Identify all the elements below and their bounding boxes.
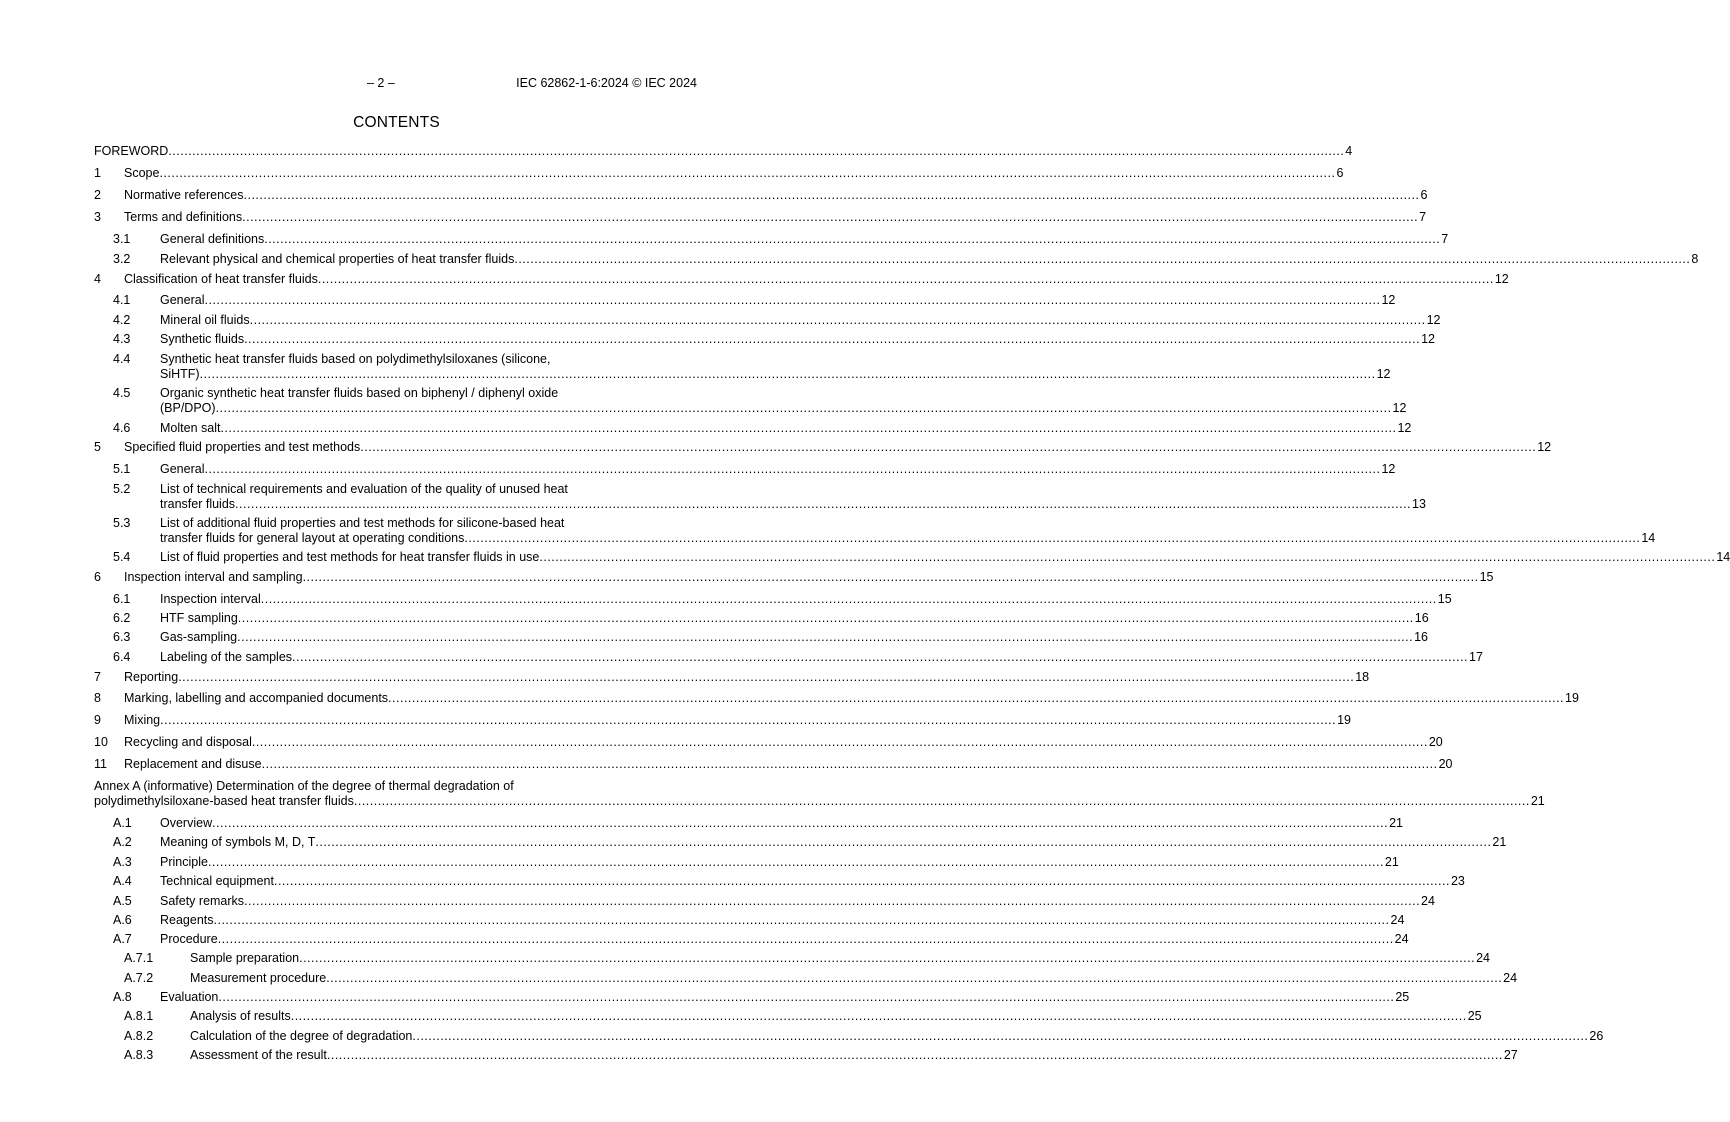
toc-entry-page: 24 [1390, 913, 1405, 927]
toc-entry-number: 10 [94, 735, 108, 749]
toc-entry-label: FOREWORD [94, 144, 169, 158]
dot-leader [252, 735, 1428, 750]
dot-leader [539, 550, 1715, 565]
toc-entry-label: Relevant physical and chemical properties of heat transfer fluids [160, 252, 515, 266]
toc-entry-label: Scope [124, 166, 160, 180]
toc-entry-page: 15 [1479, 570, 1494, 584]
dot-leader [242, 210, 1418, 225]
toc-entry-number: 6.1 [113, 592, 131, 606]
toc-entry-number: 3 [94, 210, 101, 224]
toc-entry-label: List of fluid properties and test methods for heat transfer fluids in use [160, 550, 540, 564]
toc-entry-number: 4.1 [113, 293, 131, 307]
dot-leader [244, 188, 1420, 203]
dot-leader [250, 313, 1426, 328]
toc-entry-number: A.8 [113, 990, 132, 1004]
document-reference: IEC 62862-1-6:2024 © IEC 2024 [516, 76, 697, 90]
dot-leader [514, 252, 1690, 267]
toc-entry-label: Replacement and disuse [124, 757, 262, 771]
toc-entry-label: Mixing [124, 713, 161, 727]
toc-entry-label: Synthetic fluids [160, 332, 245, 346]
toc-entry-page: 21 [1389, 816, 1403, 830]
toc-entry-label: Recycling and disposal [124, 735, 252, 749]
toc-entry-number: A.5 [113, 894, 132, 908]
toc-entry-page: 26 [1589, 1029, 1604, 1043]
toc-entry-number: 1 [94, 166, 101, 180]
toc-entry-number: 6.4 [113, 650, 131, 664]
toc-entry-number: 5.4 [113, 550, 131, 564]
toc-entry-page: 7 [1441, 232, 1449, 246]
toc-entry-page: 16 [1414, 630, 1429, 644]
toc-entry-page: 12 [1392, 401, 1407, 415]
dot-leader [303, 570, 1479, 585]
toc-entry-number: 5.2 [113, 482, 131, 496]
dot-leader [214, 913, 1390, 928]
toc-entry-page: 12 [1397, 421, 1412, 435]
toc-entry-label: Synthetic heat transfer fluids based on polydimethylsiloxanes (silicone, [160, 352, 551, 366]
toc-entry-page: 24 [1503, 971, 1518, 985]
toc-entry-number: 5 [94, 440, 101, 454]
toc-entry-page: 14 [1716, 550, 1730, 564]
toc-entry-page: 23 [1450, 874, 1465, 888]
toc-entry-label-continued: transfer fluids for general layout at operating conditions [160, 531, 465, 545]
toc-entry-number: A.7.1 [124, 951, 154, 965]
toc-entry-page: 8 [1691, 252, 1699, 266]
toc-entry-label: Marking, labelling and accompanied documents [124, 691, 389, 705]
dot-leader [291, 1009, 1467, 1024]
dot-leader [264, 232, 1440, 247]
toc-entry-label: Gas-sampling [160, 630, 238, 644]
dot-leader [327, 1048, 1503, 1063]
toc-entry-page: 25 [1467, 1009, 1482, 1023]
toc-entry-label: Reagents [160, 913, 214, 927]
toc-entry-label: Assessment of the result [190, 1048, 327, 1062]
toc-entry-page: 21 [1384, 855, 1399, 869]
dot-leader [274, 874, 1450, 889]
toc-entry-page: 16 [1414, 611, 1429, 625]
toc-entry-page: 17 [1469, 650, 1483, 664]
toc-entry-label: Labeling of the samples [160, 650, 293, 664]
toc-entry-label: Organic synthetic heat transfer fluids based on biphenyl / diphenyl oxide [160, 386, 559, 400]
toc-entry-number: 4.4 [113, 352, 131, 366]
toc-entry-number: 6 [94, 570, 101, 584]
toc-entry-label: Measurement procedure [190, 971, 327, 985]
toc-entry-page: 15 [1437, 592, 1452, 606]
dot-leader [200, 367, 1376, 382]
toc-entry-number: 5.3 [113, 516, 131, 530]
dot-leader [218, 932, 1394, 947]
toc-entry-number: 4.2 [113, 313, 131, 327]
toc-entry-page: 21 [1530, 794, 1545, 808]
dot-leader [354, 794, 1530, 809]
page-number: – 2 – [367, 76, 395, 90]
toc-entry-number: A.3 [113, 855, 132, 869]
dot-leader [216, 401, 1392, 416]
toc-entry-page: 12 [1537, 440, 1552, 454]
toc-entry-label: Principle [160, 855, 208, 869]
toc-entry-number: 7 [94, 670, 101, 684]
dot-leader [220, 421, 1396, 436]
toc-entry-label: Sample preparation [190, 951, 300, 965]
dot-leader [261, 592, 1437, 607]
toc-entry-label: Inspection interval and sampling [124, 570, 303, 584]
toc-entry-number: A.8.2 [124, 1029, 154, 1043]
toc-entry-page: 6 [1420, 188, 1428, 202]
toc-entry-number: 6.2 [113, 611, 131, 625]
dot-leader [318, 272, 1494, 287]
toc-entry-label: Meaning of symbols M, D, T [160, 835, 316, 849]
toc-entry-label: Mineral oil fluids [160, 313, 250, 327]
toc-entry-label: Specified fluid properties and test methods [124, 440, 361, 454]
toc-entry-label-continued: transfer fluids [160, 497, 236, 511]
toc-entry-label: Procedure [160, 932, 218, 946]
toc-entry-page: 4 [1345, 144, 1353, 158]
toc-entry-number: 4.6 [113, 421, 131, 435]
toc-entry-page: 7 [1419, 210, 1427, 224]
toc-entry-page: 24 [1476, 951, 1490, 965]
toc-entry-number: A.7 [113, 932, 132, 946]
toc-entry-number: 8 [94, 691, 101, 705]
toc-entry-page: 13 [1412, 497, 1426, 511]
dot-leader [464, 531, 1640, 546]
toc-entry-page: 12 [1376, 367, 1391, 381]
dot-leader [315, 835, 1491, 850]
toc-entry-label: Reporting [124, 670, 179, 684]
toc-entry-page: 20 [1428, 735, 1443, 749]
toc-entry-number: A.4 [113, 874, 132, 888]
toc-entry-label: General [160, 462, 205, 476]
toc-entry-label: List of technical requirements and evaluation of the quality of unused heat [160, 482, 568, 496]
toc-entry-number: 4.3 [113, 332, 131, 346]
toc-entry-number: A.7.2 [124, 971, 154, 985]
dot-leader [388, 691, 1564, 706]
toc-entry-label: Classification of heat transfer fluids [124, 272, 318, 286]
dot-leader [178, 670, 1354, 685]
toc-entry-label: Evaluation [160, 990, 219, 1004]
toc-entry-number: 4.5 [113, 386, 131, 400]
toc-entry-page: 12 [1426, 313, 1441, 327]
dot-leader [262, 757, 1438, 772]
toc-entry-number: 6.3 [113, 630, 131, 644]
toc-entry-page: 25 [1395, 990, 1410, 1004]
toc-entry-page: 21 [1492, 835, 1507, 849]
toc-entry-label: Normative references [124, 188, 244, 202]
toc-entry-number: 9 [94, 713, 101, 727]
dot-leader [299, 951, 1475, 966]
dot-leader [208, 855, 1384, 870]
toc-entry-number: 3.1 [113, 232, 131, 246]
toc-entry-label: List of additional fluid properties and test methods for silicone-based heat [160, 516, 565, 530]
toc-entry-label: Calculation of the degree of degradation [190, 1029, 413, 1043]
toc-entry-label-continued: (BP/DPO) [160, 401, 216, 415]
dot-leader [244, 332, 1420, 347]
dot-leader [160, 713, 1336, 728]
toc-entry-page: 6 [1336, 166, 1344, 180]
toc-entry-number: A.8.3 [124, 1048, 154, 1062]
toc-entry-label: General definitions [160, 232, 265, 246]
toc-entry-page: 14 [1641, 531, 1656, 545]
toc-entry-page: 12 [1421, 332, 1435, 346]
dot-leader [326, 971, 1502, 986]
dot-leader [237, 630, 1413, 645]
toc-entry-label: Annex A (informative) Determination of the degree of thermal degradation of [94, 779, 514, 793]
toc-entry-page: 12 [1381, 293, 1396, 307]
toc-entry-page: 12 [1381, 462, 1396, 476]
page-title: CONTENTS [353, 114, 440, 131]
toc-entry-label: HTF sampling [160, 611, 238, 625]
toc-entry-label-continued: SiHTF) [160, 367, 200, 381]
toc-entry-label: Inspection interval [160, 592, 261, 606]
toc-entry-page: 19 [1337, 713, 1352, 727]
toc-entry-page: 24 [1421, 894, 1435, 908]
toc-entry-label-continued: polydimethylsiloxane-based heat transfer fluids [94, 794, 354, 808]
dot-leader [360, 440, 1536, 455]
toc-entry-number: 3.2 [113, 252, 131, 266]
toc-entry-number: A.2 [113, 835, 132, 849]
toc-entry-label: Technical equipment [160, 874, 274, 888]
toc-entry-page: 19 [1565, 691, 1579, 705]
toc-entry-page: 18 [1355, 670, 1370, 684]
toc-entry-label: Overview [160, 816, 213, 830]
dot-leader [292, 650, 1468, 665]
dot-leader [204, 293, 1380, 308]
toc-entry-label: Molten salt [160, 421, 221, 435]
toc-entry-page: 12 [1494, 272, 1509, 286]
dot-leader [244, 894, 1420, 909]
dot-leader [212, 816, 1388, 831]
toc-entry-label: Terms and definitions [124, 210, 243, 224]
toc-entry-number: 11 [94, 757, 107, 771]
dot-leader [168, 144, 1344, 159]
toc-entry-label: Analysis of results [190, 1009, 291, 1023]
toc-entry-page: 20 [1438, 757, 1453, 771]
toc-entry-number: A.8.1 [124, 1009, 154, 1023]
dot-leader [238, 611, 1414, 626]
dot-leader [218, 990, 1394, 1005]
dot-leader [159, 166, 1335, 181]
toc-entry-number: 4 [94, 272, 101, 286]
toc-entry-page: 27 [1503, 1048, 1518, 1062]
toc-entry-number: 2 [94, 188, 101, 202]
toc-entry-label: Safety remarks [160, 894, 245, 908]
dot-leader [204, 462, 1380, 477]
toc-entry-number: A.1 [113, 816, 132, 830]
toc-entry-page: 24 [1394, 932, 1409, 946]
dot-leader [235, 497, 1411, 512]
toc-entry-number: A.6 [113, 913, 132, 927]
dot-leader [412, 1029, 1588, 1044]
toc-entry-number: 5.1 [113, 462, 131, 476]
toc-entry-label: General [160, 293, 205, 307]
